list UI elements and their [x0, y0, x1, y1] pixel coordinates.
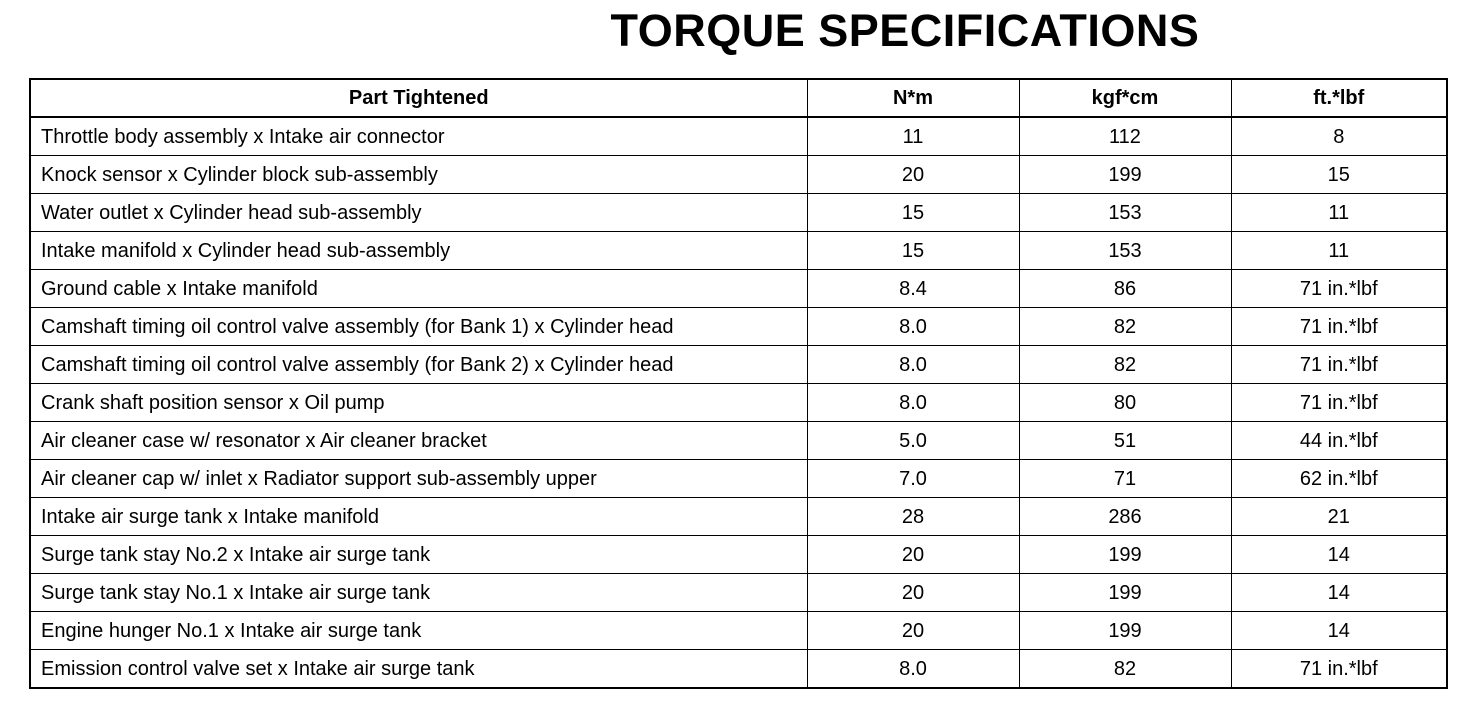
kgf-cm-cell: 51: [1019, 422, 1231, 460]
ft-lbf-cell: 14: [1231, 612, 1447, 650]
newton-meter-cell: 5.0: [807, 422, 1019, 460]
kgf-cm-cell: 199: [1019, 536, 1231, 574]
ft-lbf-cell: 21: [1231, 498, 1447, 536]
part-cell: Throttle body assembly x Intake air connector: [30, 117, 807, 156]
ft-lbf-cell: 71 in.*lbf: [1231, 650, 1447, 689]
newton-meter-cell: 20: [807, 574, 1019, 612]
table-row: [30, 422, 1447, 460]
ft-lbf-cell: 8: [1231, 117, 1447, 156]
newton-meter-cell: 8.0: [807, 308, 1019, 346]
ft-lbf-cell: 15: [1231, 156, 1447, 194]
part-cell: Air cleaner case w/ resonator x Air cleaner bracket: [30, 422, 807, 460]
part-cell: Ground cable x Intake manifold: [30, 270, 807, 308]
table-row: [30, 460, 1447, 498]
kgf-cm-cell: 199: [1019, 612, 1231, 650]
part-cell: Surge tank stay No.2 x Intake air surge tank: [30, 536, 807, 574]
ft-lbf-cell: 44 in.*lbf: [1231, 422, 1447, 460]
newton-meter-cell: 20: [807, 536, 1019, 574]
part-cell: Intake manifold x Cylinder head sub-assembly: [30, 232, 807, 270]
table-header: [30, 79, 1447, 117]
kgf-cm-cell: 82: [1019, 308, 1231, 346]
ft-lbf-cell: 11: [1231, 194, 1447, 232]
header-part-tightened: Part Tightened: [30, 79, 807, 117]
table-row: [30, 308, 1447, 346]
kgf-cm-cell: 86: [1019, 270, 1231, 308]
part-cell: Surge tank stay No.1 x Intake air surge tank: [30, 574, 807, 612]
ft-lbf-cell: 71 in.*lbf: [1231, 308, 1447, 346]
newton-meter-cell: 28: [807, 498, 1019, 536]
page-title: TORQUE SPECIFICATIONS: [610, 5, 1200, 56]
table-row: [30, 156, 1447, 194]
ft-lbf-cell: 62 in.*lbf: [1231, 460, 1447, 498]
table-row: [30, 346, 1447, 384]
part-cell: Intake air surge tank x Intake manifold: [30, 498, 807, 536]
kgf-cm-cell: 71: [1019, 460, 1231, 498]
ft-lbf-cell: 14: [1231, 536, 1447, 574]
newton-meter-cell: 8.0: [807, 346, 1019, 384]
ft-lbf-cell: 11: [1231, 232, 1447, 270]
ft-lbf-cell: 71 in.*lbf: [1231, 270, 1447, 308]
torque-specifications-table: [29, 78, 1448, 689]
table-row: [30, 232, 1447, 270]
part-cell: Crank shaft position sensor x Oil pump: [30, 384, 807, 422]
table-row: [30, 384, 1447, 422]
table-row: [30, 498, 1447, 536]
kgf-cm-cell: 286: [1019, 498, 1231, 536]
part-cell: Air cleaner cap w/ inlet x Radiator support sub-assembly upper: [30, 460, 807, 498]
newton-meter-cell: 20: [807, 156, 1019, 194]
newton-meter-cell: 8.0: [807, 384, 1019, 422]
table-body: [30, 117, 1447, 688]
kgf-cm-cell: 82: [1019, 650, 1231, 689]
table-row: [30, 574, 1447, 612]
part-cell: Camshaft timing oil control valve assembly (for Bank 1) x Cylinder head: [30, 308, 807, 346]
part-cell: Water outlet x Cylinder head sub-assembly: [30, 194, 807, 232]
part-cell: Camshaft timing oil control valve assembly (for Bank 2) x Cylinder head: [30, 346, 807, 384]
table-row: [30, 194, 1447, 232]
newton-meter-cell: 7.0: [807, 460, 1019, 498]
kgf-cm-cell: 112: [1019, 117, 1231, 156]
part-cell: Emission control valve set x Intake air surge tank: [30, 650, 807, 689]
kgf-cm-cell: 153: [1019, 232, 1231, 270]
newton-meter-cell: 20: [807, 612, 1019, 650]
ft-lbf-cell: 71 in.*lbf: [1231, 384, 1447, 422]
header-kgf-cm: kgf*cm: [1019, 79, 1231, 117]
newton-meter-cell: 8.4: [807, 270, 1019, 308]
header-ft-lbf: ft.*lbf: [1231, 79, 1447, 117]
header-newton-meter: N*m: [807, 79, 1019, 117]
table-row: [30, 117, 1447, 156]
newton-meter-cell: 15: [807, 194, 1019, 232]
kgf-cm-cell: 199: [1019, 574, 1231, 612]
kgf-cm-cell: 82: [1019, 346, 1231, 384]
newton-meter-cell: 8.0: [807, 650, 1019, 689]
header-row: [30, 79, 1447, 117]
table-row: [30, 612, 1447, 650]
kgf-cm-cell: 80: [1019, 384, 1231, 422]
ft-lbf-cell: 14: [1231, 574, 1447, 612]
part-cell: Engine hunger No.1 x Intake air surge tank: [30, 612, 807, 650]
newton-meter-cell: 15: [807, 232, 1019, 270]
ft-lbf-cell: 71 in.*lbf: [1231, 346, 1447, 384]
table-row: [30, 650, 1447, 689]
table-row: [30, 536, 1447, 574]
part-cell: Knock sensor x Cylinder block sub-assembly: [30, 156, 807, 194]
table-row: [30, 270, 1447, 308]
kgf-cm-cell: 199: [1019, 156, 1231, 194]
kgf-cm-cell: 153: [1019, 194, 1231, 232]
newton-meter-cell: 11: [807, 117, 1019, 156]
